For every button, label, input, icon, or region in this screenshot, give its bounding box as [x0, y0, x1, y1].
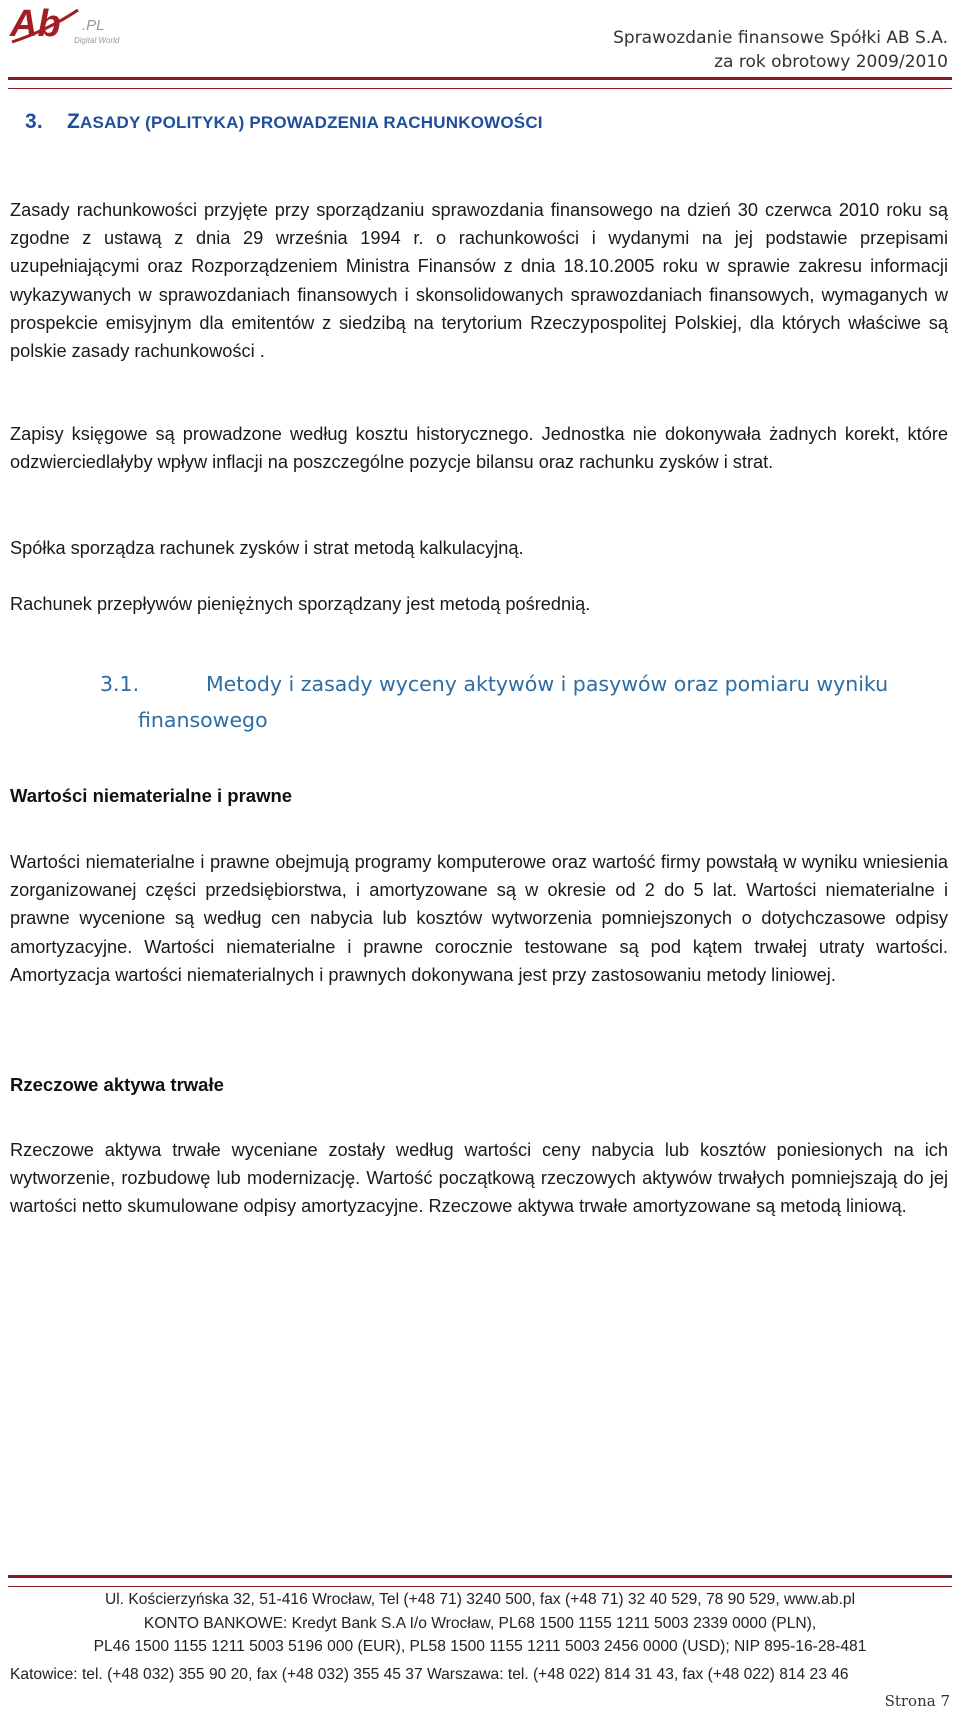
- section-title-initial: Z: [67, 110, 81, 133]
- report-title: Sprawozdanie finansowe Spółki AB S.A.: [613, 28, 948, 48]
- footer-branch-contacts: Katowice: tel. (+48 032) 355 90 20, fax (+48 032) 355 45 37 Warszawa: tel. (+48 022) 814 31 43, fax (+48 022) 814 23 46: [10, 1666, 849, 1683]
- footer-bank-accounts-nip: PL46 1500 1155 1211 5003 5196 000 (EUR), PL58 1500 1155 1211 5003 2456 0000 (USD); NIP 895-16-28-481: [93, 1638, 867, 1655]
- header-divider: [8, 77, 952, 89]
- svg-text:Digital World: Digital World: [74, 36, 120, 45]
- historical-cost-paragraph: Zapisy księgowe są prowadzone według kosztu historycznego. Jednostka nie dokonywała żadnych korekt, które odzwierciedlałyby wpływ inflacji na poszczególne pozycje bilansu oraz rachunku zysków i strat.: [10, 424, 948, 473]
- intangibles-paragraph: Wartości niematerialne i prawne obejmują programy komputerowe oraz wartość firmy powstałą w wyniku wniesienia zorganizowanej części przedsiębiorstwa, i amortyzowane są w okresie od 2 do 5 lat. Wartości niematerialne i prawne wycenione są według cen nabycia lub kosztów wytworzenia pomniejszonych o dotychczasowe odpisy amortyzacyjne. Wartości niematerialne i prawne corocznie testowane są pod kątem trwałej utraty wartości. Amortyzacja wartości niematerialnych i prawnych dokonywana jest przy zastosowaniu metody liniowej.: [10, 852, 948, 985]
- footer-bank-account: KONTO BANKOWE: Kredyt Bank S.A I/o Wrocław, PL68 1500 1155 1211 5003 2339 0000 (PLN),: [143, 1615, 817, 1632]
- income-statement-paragraph: Spółka sporządza rachunek zysków i strat metodą kalkulacyjną.: [10, 538, 524, 558]
- fixed-assets-heading: Rzeczowe aktywa trwałe: [10, 1074, 224, 1095]
- ab-logo-graphic: [8, 2, 128, 46]
- subsection-title-line1: Metody i zasady wyceny aktywów i pasywów oraz pomiaru wyniku: [206, 672, 889, 696]
- ab-logo: [8, 2, 128, 46]
- section-number: 3.: [25, 110, 43, 133]
- section-title-rest: ASADY (POLITYKA) PROWADZENIA RACHUNKOWOŚCI: [80, 113, 543, 132]
- accounting-basis-paragraph: Zasady rachunkowości przyjęte przy sporządzaniu sprawozdania finansowego na dzień 30 czerwca 2010 roku są zgodne z ustawą z dnia 29 września 1994 r. o rachunkowości i wydanymi na jej podstawie przepisami uzupełniającymi oraz Rozporządzeniem Ministra Finansów z dnia 18.10.2005 roku w sprawie zakresu informacji wykazywanych w sprawozdaniach finansowych i skonsolidowanych sprawozdaniach finansowych, wymaganych w prospekcie emisyjnym dla emitentów z siedzibą na terytorium Rzeczypospolitej Polskiej, dla których właściwe są polskie zasady rachunkowości .: [10, 200, 948, 362]
- page-number: Strona 7: [884, 1692, 950, 1710]
- subsection-number: 3.1.: [100, 672, 140, 696]
- svg-text:Ab: Ab: [10, 3, 61, 45]
- subsection-title-line2: finansowego: [138, 708, 268, 732]
- cash-flow-paragraph: Rachunek przepływów pieniężnych sporządzany jest metodą pośrednią.: [10, 594, 591, 614]
- intangibles-heading: Wartości niematerialne i prawne: [10, 785, 293, 806]
- fixed-assets-paragraph: Rzeczowe aktywa trwałe wyceniane zostały według wartości ceny nabycia lub kosztów poniesionych na ich wytworzenie, rozbudowę lub modernizację. Wartość początkową rzeczowych aktywów trwałych pomniejszają do jej wartości netto skumulowane odpisy amortyzacyjne. Rzeczowe aktywa trwałe amortyzowane są metodą liniową.: [10, 1140, 948, 1217]
- svg-text:.PL: .PL: [82, 17, 105, 34]
- subsection-heading: [100, 666, 940, 738]
- footer-address: Ul. Kościerzyńska 32, 51-416 Wrocław, Tel (+48 71) 3240 500, fax (+48 71) 32 40 529, 78 90 529, www.ab.pl: [104, 1591, 856, 1608]
- footer-divider: [8, 1575, 952, 1587]
- section-heading: [25, 110, 543, 134]
- report-period: za rok obrotowy 2009/2010: [714, 52, 948, 72]
